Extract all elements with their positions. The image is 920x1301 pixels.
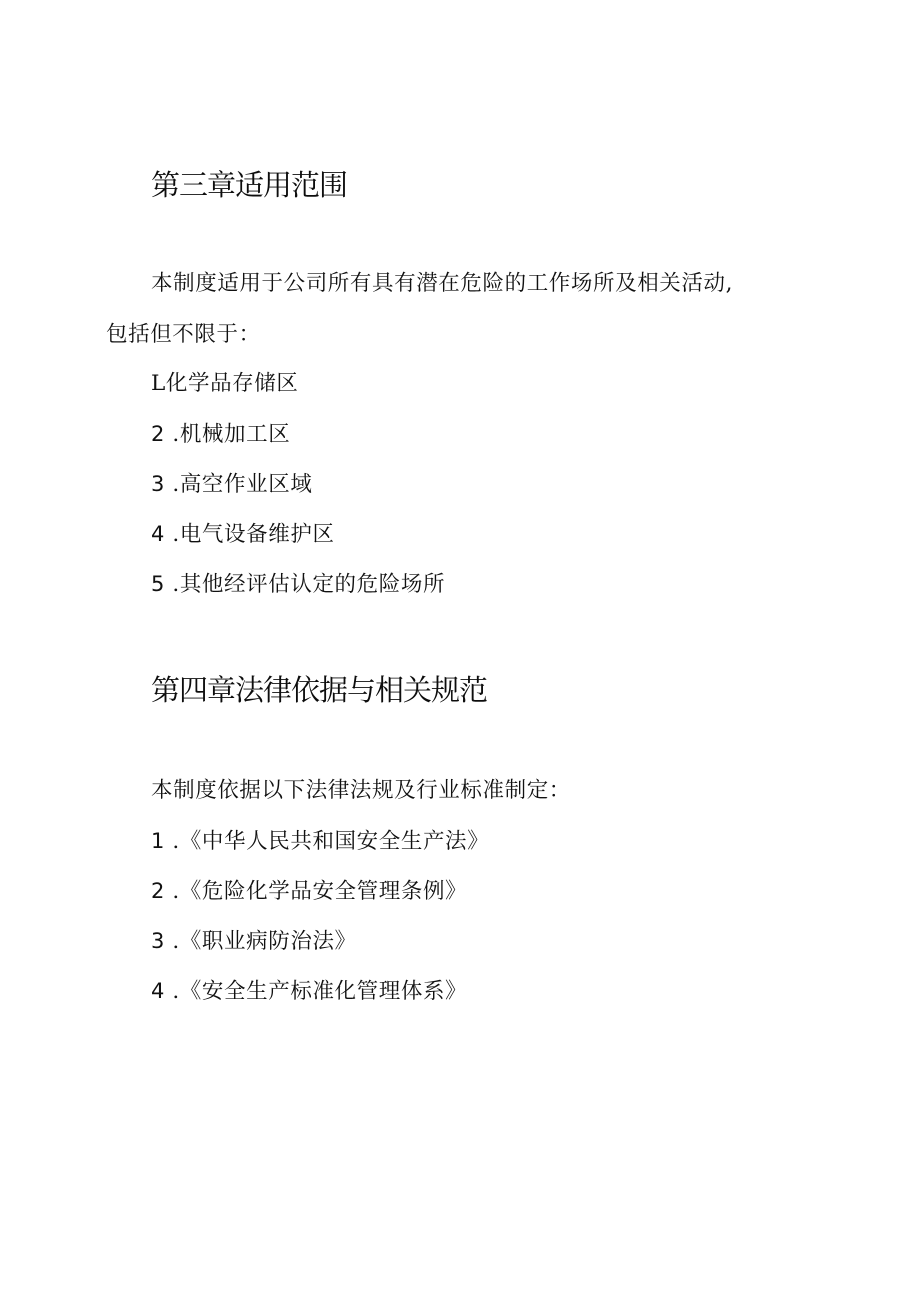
list-item-number: 3 <box>151 929 165 953</box>
list-item-number: 3 <box>151 472 165 496</box>
list-item <box>151 419 290 450</box>
list-item-text: .《安全生产标准化管理体系》 <box>164 979 468 1004</box>
chapter4-intro: 本制度依据以下法律法规及行业标准制定： <box>151 778 571 803</box>
list-item-number: 5 <box>151 572 165 596</box>
list-item-number: 4 <box>151 979 165 1003</box>
list-item-text: .《职业病防治法》 <box>164 929 357 954</box>
list-item <box>151 876 467 907</box>
list-item-number: 2 <box>151 422 165 446</box>
list-item-text: .机械加工区 <box>164 422 291 447</box>
list-item-text: .电气设备维护区 <box>164 522 335 547</box>
list-item-text: L化学品存储区 <box>151 371 299 396</box>
list-item <box>151 369 298 399</box>
chapter3-intro-line1: 本制度适用于公司所有具有潜在危险的工作场所及相关活动, <box>151 271 734 296</box>
list-item-text: .其他经评估认定的危险场所 <box>164 572 446 597</box>
list-item-text: .《中华人民共和国安全生产法》 <box>164 829 490 854</box>
chapter3-title: 第三章适用范围 <box>151 168 348 202</box>
list-item-text: .《危险化学品安全管理条例》 <box>164 879 468 904</box>
list-item <box>151 976 467 1007</box>
list-item-number: 2 <box>151 879 165 903</box>
list-item-number: 4 <box>151 522 165 546</box>
list-item-text: .高空作业区域 <box>164 472 313 497</box>
list-item <box>151 826 489 857</box>
list-item <box>151 469 312 500</box>
list-item <box>151 926 357 957</box>
list-item-number: 1 <box>151 829 165 853</box>
chapter3-intro-line2: 包括但不限于： <box>106 322 261 347</box>
list-item <box>151 519 335 550</box>
list-item <box>151 569 445 600</box>
chapter4-title: 第四章法律依据与相关规范 <box>151 673 488 707</box>
